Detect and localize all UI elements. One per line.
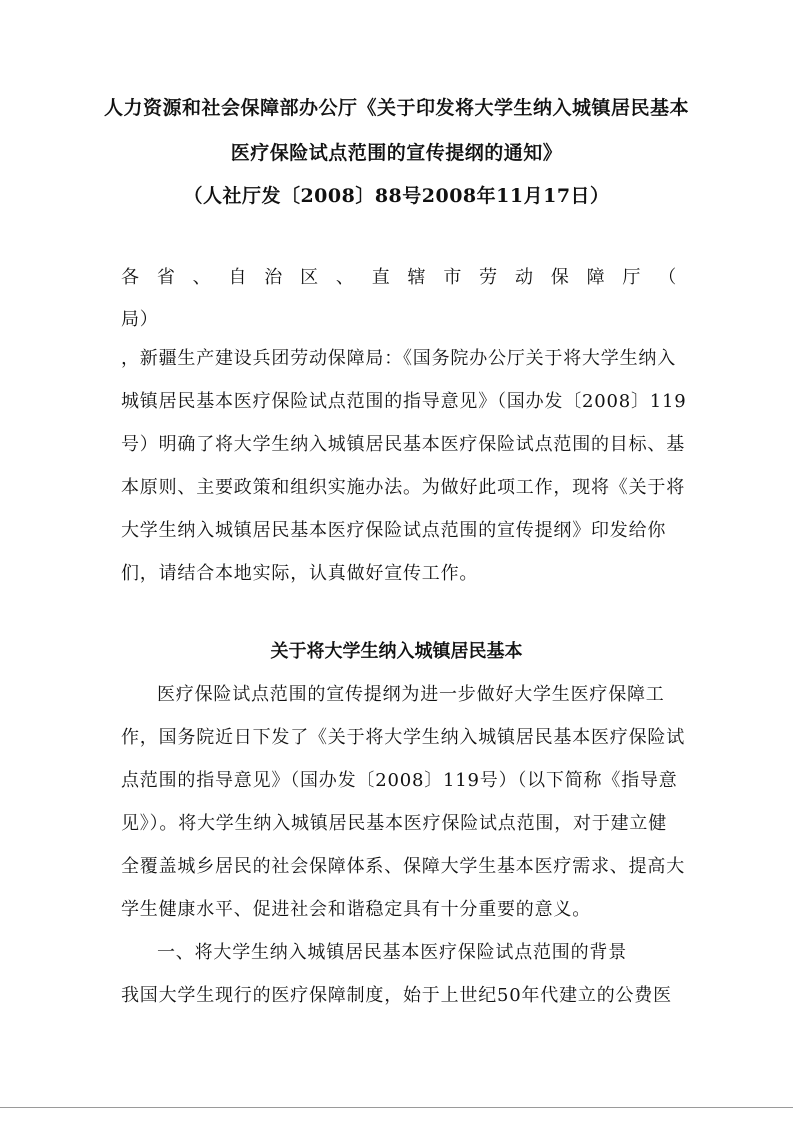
addressee-char: 保 [550,267,570,288]
body-line: 本原则、主要政策和组织实施办法。为做好此项工作，现将《关于将 [121,477,685,498]
section-line: 全覆盖城乡居民的社会保障体系、保障大学生基本医疗需求、提高大 [121,856,685,877]
document-title-line-2: 医疗保险试点范围的宣传提纲的通知》 [230,142,563,164]
document-subtitle: （人社厅发〔2008〕88号2008年11月17日） [183,185,610,207]
addressee-char: 、 [335,267,355,288]
section-line: 点范围的指导意见》（国办发〔2008〕119号）（以下简称《指导意 [121,770,678,791]
section-line: 我国大学生现行的医疗保障制度，始于上世纪50年代建立的公费医 [121,985,672,1006]
section-line: 作，国务院近日下发了《关于将大学生纳入城镇居民基本医疗保险试 [121,727,685,748]
section-heading: 关于将大学生纳入城镇居民基本 [270,641,523,662]
body-line: 号）明确了将大学生纳入城镇居民基本医疗保险试点范围的目标、基 [121,434,685,455]
body-line: 大学生纳入城镇居民基本医疗保险试点范围的宣传提纲》印发给你 [121,520,667,541]
document-title-line-1: 人力资源和社会保障部办公厅《关于印发将大学生纳入城镇居民基本 [103,97,689,119]
addressee-char: 、 [192,267,212,288]
addressee-char: （ [658,267,677,288]
addressee-char: 各 [121,267,140,288]
addressee-char: 厅 [622,267,642,288]
addressee-char: 辖 [407,267,427,288]
section-line: 见》）。将大学生纳入城镇居民基本医疗保险试点范围，对于建立健 [121,813,667,834]
body-line: ，新疆生产建设兵团劳动保障局：《国务院办公厅关于将大学生纳入 [121,348,676,369]
addressee-char: 治 [264,267,284,288]
addressee-char: 自 [228,267,248,288]
section-line: 医疗保险试点范围的宣传提纲为进一步做好大学生医疗保障工 [157,684,665,705]
body-line: 局） [121,309,159,330]
addressee-char: 省 [156,267,176,288]
section-heading-background: 一、将大学生纳入城镇居民基本医疗保险试点范围的背景 [157,942,627,963]
section-line: 学生健康水平、促进社会和谐稳定具有十分重要的意义。 [121,899,591,920]
addressee-char: 劳 [479,267,498,288]
addressee-char: 障 [586,267,606,288]
addressee-char: 直 [371,267,391,288]
page-bottom-rule [0,1107,793,1108]
body-line: 们，请结合本地实际，认真做好宣传工作。 [121,563,479,584]
addressee-char: 区 [300,267,319,288]
addressee-char: 市 [443,267,463,288]
addressee-char: 动 [514,267,534,288]
body-line: 城镇居民基本医疗保险试点范围的指导意见》（国办发〔2008〕119 [121,391,687,412]
addressee-line [121,266,677,290]
